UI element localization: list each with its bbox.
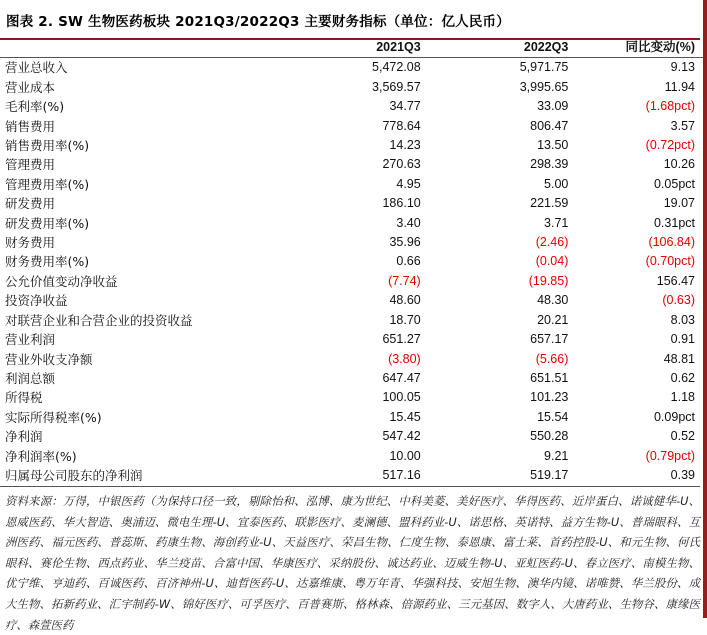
table-row [0,350,703,369]
value-2022q3: 806.47 [421,117,569,136]
table-header-row [0,38,703,58]
value-2022q3: 519.17 [421,466,569,485]
table-row [0,311,703,330]
table-row [0,369,703,388]
value-2021q3: 270.63 [273,155,421,174]
value-yoy-change: 156.47 [568,272,703,291]
value-2021q3: 3.40 [273,214,421,233]
value-2022q3: 9.21 [421,447,569,466]
value-2021q3: 10.00 [273,447,421,466]
value-2021q3: 15.45 [273,408,421,427]
value-2022q3: 657.17 [421,330,569,349]
value-2022q3: 15.54 [421,408,569,427]
value-2022q3: 3.71 [421,214,569,233]
value-2021q3: 100.05 [273,388,421,407]
table-row [0,58,703,78]
header-2021q3: 2021Q3 [376,40,421,54]
value-2022q3: 651.51 [421,369,569,388]
table-row [0,252,703,271]
table-body [0,58,703,485]
table-row [0,330,703,349]
value-2021q3: 34.77 [273,97,421,116]
value-2022q3: 5.00 [421,175,569,194]
value-yoy-change: 1.18 [568,388,703,407]
value-2021q3: 547.42 [273,427,421,446]
value-2021q3: 35.96 [273,233,421,252]
value-2021q3: (7.74) [273,272,421,291]
table-row [0,194,703,213]
table-row [0,78,703,97]
value-2021q3: 18.70 [273,311,421,330]
value-yoy-change: 0.05pct [568,175,703,194]
value-2022q3: 298.39 [421,155,569,174]
row-label: 管理费用 [0,155,273,174]
value-yoy-change: 3.57 [568,117,703,136]
table-row [0,408,703,427]
row-label: 研发费用 [0,194,273,213]
value-yoy-change: (0.63) [568,291,703,310]
table-bottom-rule [0,486,700,487]
value-2021q3: 5,472.08 [273,58,421,78]
table-row [0,175,703,194]
value-2022q3: (2.46) [421,233,569,252]
value-2022q3: 20.21 [421,311,569,330]
value-2021q3: 186.10 [273,194,421,213]
value-yoy-change: 9.13 [568,58,703,78]
row-label: 营业外收支净额 [0,350,273,369]
table-row [0,272,703,291]
value-yoy-change: (0.70pct) [568,252,703,271]
row-label: 净利润率(%) [0,447,273,466]
table-row [0,447,703,466]
value-2022q3: 5,971.75 [421,58,569,78]
value-2022q3: (5.66) [421,350,569,369]
value-2022q3: 33.09 [421,97,569,116]
table-row [0,97,703,116]
table-row [0,117,703,136]
value-2021q3: 4.95 [273,175,421,194]
value-yoy-change: 19.07 [568,194,703,213]
row-label: 财务费用率(%) [0,252,273,271]
value-2022q3: (19.85) [421,272,569,291]
value-yoy-change: 0.62 [568,369,703,388]
row-label: 销售费用 [0,117,273,136]
value-yoy-change: (0.79pct) [568,447,703,466]
value-yoy-change: 8.03 [568,311,703,330]
row-label: 利润总额 [0,369,273,388]
row-label: 销售费用率(%) [0,136,273,155]
value-2022q3: 48.30 [421,291,569,310]
header-label [0,38,273,58]
value-yoy-change: 10.26 [568,155,703,174]
value-yoy-change: 0.91 [568,330,703,349]
row-label: 投资净收益 [0,291,273,310]
row-label: 公允价值变动净收益 [0,272,273,291]
header-yoy-change: 同比变动(%) [625,40,695,54]
value-2022q3: 101.23 [421,388,569,407]
table-row [0,427,703,446]
financial-table [0,38,703,485]
value-2021q3: 14.23 [273,136,421,155]
value-yoy-change: (0.72pct) [568,136,703,155]
value-2021q3: 778.64 [273,117,421,136]
value-yoy-change: 0.31pct [568,214,703,233]
row-label: 财务费用 [0,233,273,252]
value-2021q3: 517.16 [273,466,421,485]
row-label: 实际所得税率(%) [0,408,273,427]
value-2022q3: (0.04) [421,252,569,271]
value-2021q3: 647.47 [273,369,421,388]
value-yoy-change: (1.68pct) [568,97,703,116]
figure-title: 图表 2. SW 生物医药板块 2021Q3/2022Q3 主要财务指标（单位：亿人民币） [6,14,510,30]
table-row [0,466,703,485]
value-yoy-change: 0.39 [568,466,703,485]
accent-side-bar [703,0,707,618]
row-label: 归属母公司股东的净利润 [0,466,273,485]
title-bar [0,6,707,34]
value-2021q3: (3.80) [273,350,421,369]
value-yoy-change: (106.84) [568,233,703,252]
value-2021q3: 651.27 [273,330,421,349]
row-label: 营业成本 [0,78,273,97]
value-2022q3: 13.50 [421,136,569,155]
value-2022q3: 3,995.65 [421,78,569,97]
row-label: 对联营企业和合营企业的投资收益 [0,311,273,330]
value-2021q3: 48.60 [273,291,421,310]
row-label: 管理费用率(%) [0,175,273,194]
value-yoy-change: 0.09pct [568,408,703,427]
row-label: 所得税 [0,388,273,407]
table-row [0,388,703,407]
header-2022q3: 2022Q3 [523,40,569,54]
row-label: 净利润 [0,427,273,446]
value-2021q3: 3,569.57 [273,78,421,97]
table-row [0,155,703,174]
table-row [0,136,703,155]
table-row [0,214,703,233]
row-label: 营业总收入 [0,58,273,78]
value-yoy-change: 48.81 [568,350,703,369]
row-label: 研发费用率(%) [0,214,273,233]
value-yoy-change: 11.94 [568,78,703,97]
table-row [0,233,703,252]
table-row [0,291,703,310]
row-label: 毛利率(%) [0,97,273,116]
value-yoy-change: 0.52 [568,427,703,446]
value-2021q3: 0.66 [273,252,421,271]
row-label: 营业利润 [0,330,273,349]
source-note: 资料来源：万得，中银医药（为保持口径一致，剔除怡和、泓博、康为世纪、中科美菱、美好医疗、华得医药、近岸蛋白、诺诚健华-U、恩威医药、华大智造、奥浦迈、微电生理-U、宜泰医药、联影医疗、麦澜德、盟科药业-U、诺思格、英诺特、益方生物-U、普瑞眼科、互洲医药、福元医药、普蕊斯、药康生物、海创药业-U、天益医疗、荣昌生物、仁度生物、泰恩康、富士莱、首药控股-U、和元生物、何氏眼科、赛伦生物、西点药业、华兰疫苗、合富中国、华康医疗、采纳股份、诚达药业、迈威生物-U、亚虹医药-U、春立医疗、南模生物、优宁维、亨迪药、百诚医药、百济神州-U、迪哲医药-U、达嘉维康、粤万年青、华强科技、安旭生物、澳华内镜、诺唯赞、华兰股份、成大生物、拓新药业、汇宇制药-W、锦好医疗、可孚医疗、百普赛斯、格林森、倍源药业、三元基因、数字人、大唐药业、生物谷、康缘医疗、森萱医药 [5,494,700,632]
value-2022q3: 550.28 [421,427,569,446]
value-2022q3: 221.59 [421,194,569,213]
